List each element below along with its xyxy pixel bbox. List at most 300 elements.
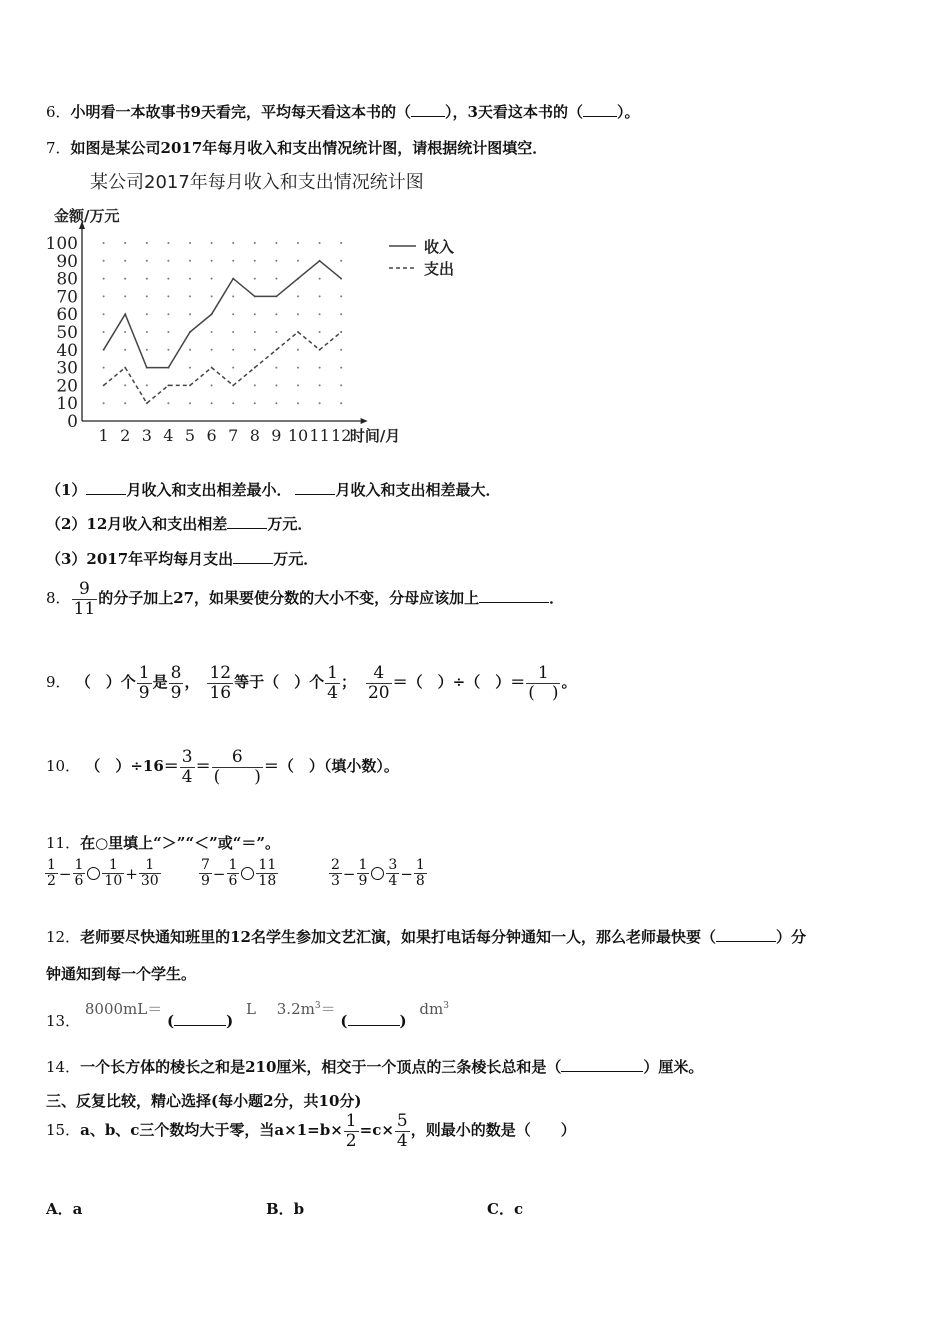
- numerator: 1: [138, 663, 150, 683]
- question-12: [46, 926, 806, 947]
- question-text: 在○里填上“＞”“＜”或“＝”。: [80, 834, 280, 852]
- question-text: 等于（ ）个: [234, 673, 325, 692]
- option-a[interactable]: A．a: [46, 1200, 83, 1218]
- numerator: 1: [537, 663, 549, 683]
- numerator: 1: [345, 1111, 357, 1131]
- grid-dot: [340, 242, 342, 244]
- x-tick-label: 10: [287, 426, 309, 445]
- y-tick-label: 40: [56, 340, 78, 361]
- grid-dot: [189, 260, 191, 262]
- denominator: 18: [258, 873, 277, 890]
- grid-dot: [146, 260, 148, 262]
- data-point: [189, 331, 190, 332]
- denominator: 4: [388, 873, 398, 890]
- numerator: 1: [145, 857, 155, 873]
- denominator: 9: [358, 873, 368, 890]
- data-point: [233, 278, 234, 279]
- denominator: 11: [73, 598, 96, 619]
- series-line-2: [104, 332, 342, 403]
- grid-dot: [103, 242, 105, 244]
- denominator: 8: [415, 873, 425, 890]
- x-tick-label: 12: [331, 426, 352, 445]
- grid-dot: [232, 349, 234, 351]
- denominator: ( ): [213, 766, 261, 787]
- question-7: [46, 137, 547, 158]
- chart-title: 某公司2017年每月收入和支出情况统计图: [90, 172, 424, 193]
- y-tick-label: 50: [56, 323, 78, 343]
- denominator: 3: [331, 873, 340, 890]
- question-text: ）分: [775, 928, 806, 946]
- data-point: [341, 331, 342, 332]
- data-point: [168, 367, 169, 368]
- data-point: [233, 385, 234, 386]
- compare-circle[interactable]: [87, 867, 100, 880]
- data-point: [211, 314, 212, 315]
- data-point: [211, 367, 212, 368]
- grid-dot: [211, 260, 213, 262]
- grid-dot: [297, 260, 299, 262]
- numerator: 11: [258, 857, 277, 873]
- grid-dot: [103, 313, 105, 315]
- question-number: 12．: [46, 928, 81, 946]
- data-point: [319, 349, 320, 350]
- question-text: （ ）个: [75, 673, 136, 692]
- grid-dot: [319, 367, 321, 369]
- grid-dot: [124, 349, 126, 351]
- grid-dot: [189, 242, 191, 244]
- y-tick-label: 70: [56, 287, 78, 308]
- y-tick-label: 10: [56, 394, 78, 415]
- question-11: [46, 832, 280, 853]
- question-number: 8．: [46, 589, 71, 608]
- grid-dot: [254, 242, 256, 244]
- question-number: 13．: [46, 1012, 81, 1030]
- grid-dot: [167, 242, 169, 244]
- grid-dot: [254, 278, 256, 280]
- data-point: [276, 296, 277, 297]
- grid-dot: [167, 313, 169, 315]
- fraction: [357, 858, 370, 890]
- numerator: 6: [231, 747, 243, 767]
- grid-dot: [319, 242, 321, 244]
- operator: −: [58, 864, 72, 883]
- fraction: [325, 664, 340, 702]
- question-number: 6．: [46, 103, 71, 121]
- grid-dot: [254, 402, 256, 404]
- exponent: 3: [314, 1001, 321, 1011]
- grid-dot: [146, 278, 148, 280]
- series-line-1: [104, 261, 342, 368]
- x-tick-label: 8: [249, 426, 260, 445]
- numerator: 5: [396, 1111, 408, 1131]
- question-number: 9．: [46, 673, 71, 692]
- grid-dot: [232, 402, 234, 404]
- grid-dot: [124, 384, 126, 386]
- question-7-part-2: [46, 513, 312, 534]
- operator: −: [400, 864, 413, 883]
- question-text: ＝: [195, 757, 211, 776]
- numerator: 3: [388, 857, 398, 873]
- question-text: ），3天看这本书的（: [445, 103, 583, 121]
- question-text: ）。: [616, 103, 640, 121]
- grid-dot: [319, 313, 321, 315]
- question-13: [46, 998, 449, 1030]
- grid-dot: [167, 295, 169, 297]
- denominator: 2: [345, 1130, 357, 1151]
- question-8: [46, 580, 564, 618]
- grid-dot: [254, 260, 256, 262]
- grid-dot: [189, 402, 191, 404]
- part-label: （1）: [46, 481, 87, 499]
- x-tick-label: 3: [141, 426, 152, 445]
- numerator: 2: [331, 857, 340, 873]
- grid-dot: [297, 367, 299, 369]
- question-text: （ ）÷16＝: [85, 757, 179, 776]
- legend-label: 收入: [424, 238, 455, 256]
- question-text: 一个长方体的棱长之和是210厘米，相交于一个顶点的三条棱长总和是（: [80, 1058, 562, 1076]
- y-tick-label: 0: [67, 412, 78, 432]
- grid-dot: [124, 295, 126, 297]
- grid-dot: [340, 367, 342, 369]
- denominator: 30: [140, 873, 159, 890]
- numerator: 1: [108, 857, 118, 873]
- grid-dot: [232, 367, 234, 369]
- grid-dot: [146, 331, 148, 333]
- question-number: 7．: [46, 139, 71, 157]
- numerator: 1: [47, 857, 56, 873]
- grid-dot: [297, 402, 299, 404]
- grid-dot: [124, 402, 126, 404]
- grid-dot: [146, 295, 148, 297]
- question-14: [46, 1056, 703, 1077]
- x-tick-label: 5: [184, 426, 196, 445]
- question-text: =c×: [359, 1121, 394, 1140]
- question-number: 14．: [46, 1058, 81, 1076]
- compare-circle[interactable]: [371, 867, 384, 880]
- grid-dot: [103, 260, 105, 262]
- data-point: [168, 385, 169, 386]
- fraction: [102, 858, 124, 890]
- fraction-blank[interactable]: [526, 664, 560, 702]
- grid-dot: [254, 313, 256, 315]
- numerator: 1: [415, 857, 425, 873]
- y-tick-label: 100: [45, 234, 78, 254]
- income-expense-line-chart: [44, 196, 464, 456]
- denominator: 6: [74, 873, 84, 890]
- fraction: [180, 748, 195, 786]
- grid-dot: [103, 402, 105, 404]
- question-12-continued: [46, 963, 196, 984]
- compare-circle[interactable]: [241, 867, 254, 880]
- numerator: 9: [78, 579, 90, 599]
- equals: ＝: [320, 1000, 336, 1018]
- grid-dot: [275, 260, 277, 262]
- denominator: 9: [170, 682, 182, 703]
- question-text: ，: [184, 673, 200, 692]
- data-point: [103, 349, 104, 350]
- option-b[interactable]: B．b: [266, 1200, 305, 1218]
- data-point: [297, 278, 298, 279]
- grid-dot: [297, 313, 299, 315]
- data-point: [254, 367, 255, 368]
- grid-dot: [297, 295, 299, 297]
- x-tick-label: 2: [120, 426, 131, 445]
- x-axis-arrow: [361, 418, 368, 424]
- part-text: （3）2017年平均每月支出: [46, 550, 234, 568]
- x-tick-label: 9: [271, 426, 282, 445]
- question-text: 的分子加上27，如果要使分数的大小不变，分母应该加上: [98, 589, 480, 608]
- fraction: [199, 858, 212, 890]
- x-tick-label: 7: [228, 426, 239, 445]
- part-text: （2）12月收入和支出相差: [46, 515, 228, 533]
- answer-blank[interactable]: [411, 116, 445, 117]
- grid-dot: [167, 402, 169, 404]
- question-text: ．: [549, 589, 565, 608]
- compare-expression-3: [328, 858, 428, 890]
- x-tick-label: 1: [98, 426, 109, 445]
- denominator: 9: [201, 873, 210, 890]
- grid-dot: [189, 349, 191, 351]
- fraction: [207, 664, 233, 702]
- numerator: 1: [327, 663, 338, 683]
- grid-dot: [167, 260, 169, 262]
- denominator: 4: [181, 766, 193, 787]
- question-9: [46, 664, 576, 702]
- answer-blank[interactable]: [583, 116, 617, 117]
- x-tick-label: 11: [309, 426, 330, 445]
- answer-blank[interactable]: [716, 941, 776, 942]
- y-tick-label: 80: [56, 269, 78, 290]
- fraction: [414, 858, 427, 890]
- denominator: 6: [228, 873, 238, 890]
- grid-dot: [189, 295, 191, 297]
- question-number: 15．: [46, 1121, 81, 1140]
- x-axis-label: 时间/月: [349, 427, 401, 445]
- grid-dot: [103, 331, 105, 333]
- grid-dot: [275, 331, 277, 333]
- data-point: [276, 349, 277, 350]
- grid-dot: [124, 242, 126, 244]
- answer-blank[interactable]: [233, 563, 273, 564]
- answer-blank[interactable]: [295, 494, 335, 495]
- answer-blank-1[interactable]: [167, 1012, 233, 1030]
- unit-text: dm: [419, 1000, 444, 1018]
- denominator: 4: [327, 682, 338, 703]
- legend-label: 支出: [424, 260, 455, 278]
- fraction: [386, 858, 399, 890]
- grid-dot: [232, 242, 234, 244]
- question-text: 是: [152, 673, 168, 692]
- grid-dot: [340, 260, 342, 262]
- question-text: 老师要尽快通知班里的12名学生参加文艺汇演，如果打电话每分钟通知一人，那么老师最快要（: [80, 928, 716, 946]
- section-heading: 三、反复比较，精心选择(每小题2分，共10分): [46, 1092, 362, 1110]
- grid-dot: [232, 295, 234, 297]
- exponent: 3: [443, 1001, 449, 1011]
- open-paren: (: [340, 1012, 348, 1030]
- grid-dot: [340, 313, 342, 315]
- grid-dot: [167, 278, 169, 280]
- grid-dot: [319, 295, 321, 297]
- expression: 8000mL＝: [84, 1000, 163, 1018]
- denominator: 20: [367, 682, 390, 703]
- y-tick-label: 60: [56, 305, 78, 326]
- numerator: 8: [170, 663, 182, 683]
- data-point: [146, 403, 147, 404]
- answer-blank-2[interactable]: [340, 1012, 406, 1030]
- question-text: ）厘米。: [643, 1058, 704, 1076]
- grid-dot: [189, 313, 191, 315]
- fraction: [344, 1112, 359, 1150]
- operator: −: [342, 864, 356, 883]
- part-text: 万元．: [273, 550, 319, 568]
- unit: [419, 1000, 449, 1018]
- grid-dot: [103, 295, 105, 297]
- operator: −: [212, 864, 226, 883]
- question-text: 钟通知到每一个学生。: [46, 965, 197, 983]
- data-point: [146, 367, 147, 368]
- answer-blank[interactable]: [86, 494, 126, 495]
- fraction: [169, 664, 184, 702]
- data-point: [103, 385, 104, 386]
- grid-dot: [211, 349, 213, 351]
- numerator: 12: [209, 663, 232, 683]
- grid-dot: [254, 331, 256, 333]
- part-text: 月收入和支出相差最小．: [126, 481, 292, 499]
- grid-dot: [167, 349, 169, 351]
- question-7-part-3: [46, 548, 318, 569]
- data-point: [125, 367, 126, 368]
- grid-dot: [146, 242, 148, 244]
- y-tick-label: 90: [56, 251, 78, 272]
- denominator: 10: [104, 873, 123, 890]
- grid-dot: [254, 384, 256, 386]
- question-text: a、b、c三个数均大于零，当a×1=b×: [80, 1121, 343, 1140]
- data-point: [189, 385, 190, 386]
- fraction: [139, 858, 161, 890]
- numerator: 1: [228, 857, 238, 873]
- answer-blank[interactable]: [479, 602, 549, 603]
- fraction: [137, 664, 152, 702]
- grid-dot: [189, 367, 191, 369]
- fraction: [256, 858, 278, 890]
- grid-dot: [340, 402, 342, 404]
- unit: L: [246, 1000, 256, 1018]
- grid-dot: [232, 331, 234, 333]
- compare-expression-1: [44, 858, 162, 890]
- question-10: [46, 748, 399, 786]
- grid-dot: [167, 331, 169, 333]
- grid-dot: [297, 242, 299, 244]
- expression-value: 3.2m: [276, 1000, 315, 1018]
- compare-expression-2: [198, 858, 279, 890]
- part-text: 月收入和支出相差最大．: [335, 481, 501, 499]
- numerator: 3: [181, 747, 193, 767]
- grid-dot: [103, 367, 105, 369]
- grid-dot: [146, 349, 148, 351]
- close-paren: ): [226, 1012, 234, 1030]
- y-axis-label: 金额/万元: [54, 207, 120, 225]
- part-text: 万元．: [267, 515, 313, 533]
- grid-dot: [297, 349, 299, 351]
- close-paren: ): [399, 1012, 407, 1030]
- grid-dot: [146, 384, 148, 386]
- data-point: [297, 331, 298, 332]
- grid-dot: [275, 384, 277, 386]
- grid-dot: [211, 331, 213, 333]
- x-tick-label: 4: [163, 426, 174, 445]
- grid-dot: [297, 384, 299, 386]
- denominator: ( ): [528, 682, 559, 703]
- grid-dot: [146, 313, 148, 315]
- fraction: [45, 858, 58, 890]
- grid-dot: [211, 402, 213, 404]
- fraction: [227, 858, 240, 890]
- grid-dot: [340, 384, 342, 386]
- grid-dot: [340, 295, 342, 297]
- fraction-blank[interactable]: [212, 748, 263, 786]
- numerator: 1: [74, 857, 84, 873]
- y-tick-label: 20: [56, 376, 78, 397]
- grid-dot: [275, 313, 277, 315]
- question-text: 小明看一本故事书9天看完，平均每天看这本书的（: [70, 103, 411, 121]
- denominator: 16: [209, 682, 232, 703]
- grid-dot: [319, 278, 321, 280]
- data-point: [319, 260, 320, 261]
- grid-dot: [124, 331, 126, 333]
- question-15: [46, 1112, 576, 1150]
- option-c[interactable]: C．c: [487, 1200, 524, 1218]
- grid-dot: [319, 331, 321, 333]
- grid-dot: [275, 278, 277, 280]
- denominator: 4: [396, 1130, 408, 1151]
- answer-blank[interactable]: [561, 1071, 643, 1072]
- operator: +: [125, 864, 138, 883]
- grid-dot: [232, 260, 234, 262]
- question-text: ＝（ ）（填小数）。: [263, 757, 399, 776]
- fraction: [329, 858, 342, 890]
- grid-dot: [211, 242, 213, 244]
- grid-dot: [340, 349, 342, 351]
- grid-dot: [319, 384, 321, 386]
- expression: [277, 1000, 336, 1018]
- grid-dot: [275, 402, 277, 404]
- y-tick-label: 30: [56, 358, 78, 379]
- grid-dot: [124, 278, 126, 280]
- denominator: 9: [138, 682, 150, 703]
- numerator: 4: [373, 663, 385, 683]
- grid-dot: [275, 242, 277, 244]
- question-6: [46, 101, 639, 122]
- question-text: ；: [340, 673, 356, 692]
- grid-dot: [319, 402, 321, 404]
- numerator: 1: [358, 857, 368, 873]
- fraction: [73, 858, 86, 890]
- grid-dot: [211, 278, 213, 280]
- answer-blank[interactable]: [227, 528, 267, 529]
- question-number: 11．: [46, 834, 81, 852]
- question-number: 10．: [46, 757, 81, 776]
- data-point: [254, 296, 255, 297]
- question-text: ，则最小的数是（ ）: [410, 1121, 576, 1140]
- question-text: 如图是某公司2017年每月收入和支出情况统计图，请根据统计图填空．: [70, 139, 548, 157]
- fraction: [366, 664, 392, 702]
- question-text: ＝（ ）÷（ ）＝: [392, 673, 526, 692]
- grid-dot: [124, 260, 126, 262]
- fraction: [72, 580, 98, 618]
- grid-dot: [275, 367, 277, 369]
- numerator: 7: [201, 857, 210, 873]
- data-point: [341, 278, 342, 279]
